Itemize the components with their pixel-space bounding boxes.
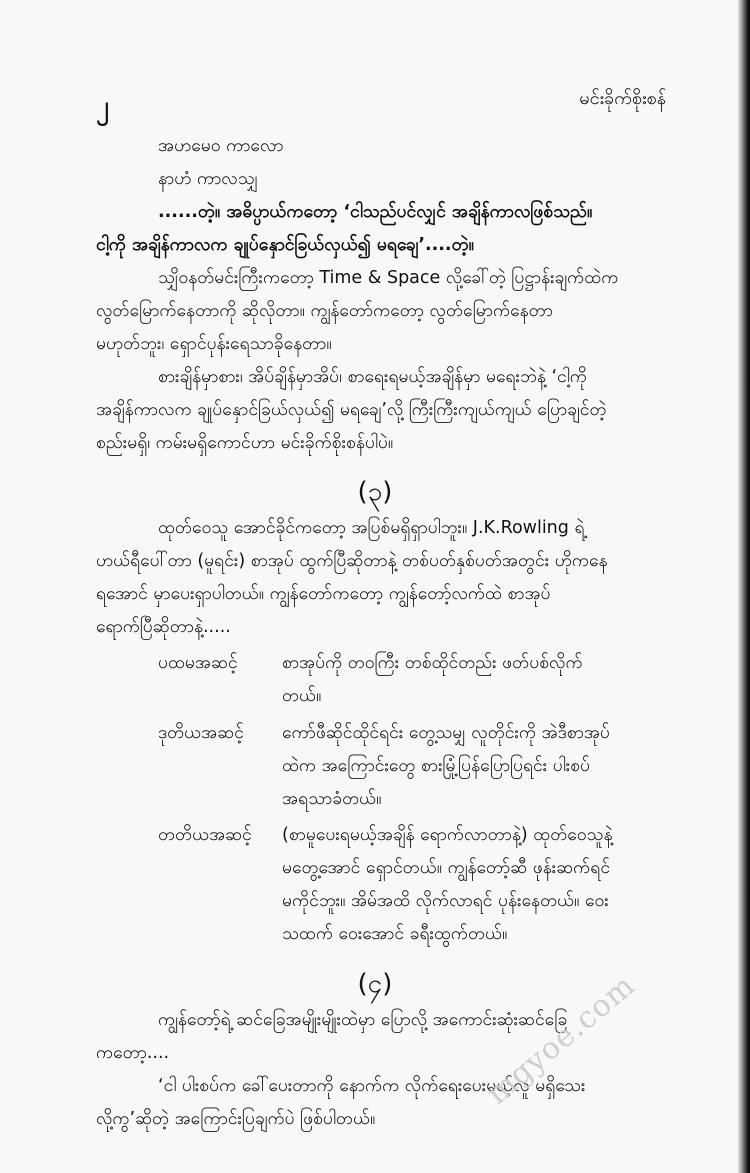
paragraph-line: ‘ငါ ပါးစပ်က ခေါ်ပေးတာကို နောက်က လိုက်ရေးပေးမယ့်လူ မရှိသေး — [158, 1076, 586, 1096]
paragraph-line: ထုတ်ဝေသူ အောင်ခိုင်ကတော့ အပြစ်မရှိရှာပါဘူး။ J.K.Rowling ရဲ့ — [158, 518, 585, 538]
step-text: သထက် ဝေးအောင် ခရီးထွက်တယ်။ — [282, 924, 508, 944]
step-text: ကော်ဖီဆိုင်ထိုင်ရင်း တွေ့သမျှ လူတိုင်းကို အဲဒီစာအုပ် — [282, 723, 610, 743]
verse-line: နာပာံ ကာလသျှ — [158, 169, 259, 189]
paragraph-line: အချိန်ကာလက ချုပ်နှောင်ခြယ်လှယ်၍ မရချေ’လို့ ကြီးကြီးကျယ်ကျယ် ပြောချင်တဲ့ — [96, 400, 607, 420]
paragraph-line: ဟယ်ရီပေါ်တာ (မူရင်း) စာအုပ် ထွက်ပြီဆိုတာနဲ့ တစ်ပတ်နှစ်ပတ်အတွင်း ဟိုကနေ — [96, 551, 608, 571]
paragraph-line: ရောက်ပြီဆိုတာနဲ့..... — [96, 617, 231, 637]
running-header: မင်းခိုက်စိုးစန် — [579, 88, 666, 109]
step-text: မကိုင်ဘူး။ အိမ်အထိ လိုက်လာရင် ပုန်းနေတယ်။ ဝေး — [282, 891, 609, 911]
step-text: (စာမူပေးရမယ့်အချိန် ရောက်လာတာနဲ့) ထုတ်ဝေသူနဲ့ — [282, 825, 613, 845]
paragraph-line: လို့ကွ’ဆိုတဲ့ အကြောင်းပြချက်ပဲ ဖြစ်ပါတယ်။ — [96, 1109, 376, 1129]
step-label: ပထမအဆင့် — [158, 653, 238, 673]
step-label: ဒုတိယအဆင့် — [158, 723, 244, 743]
verse-line: အဟမေဝ ကာလော — [158, 136, 284, 156]
paragraph-line: ကတော့.... — [96, 1043, 170, 1063]
page-number: ၂ — [96, 91, 109, 121]
section-heading: (၄) — [357, 969, 393, 999]
paragraph-line: လွတ်မြောက်နေတာကို ဆိုလိုတာ။ ကျွန်တော်ကတော့ လွတ်မြောက်နေတာ — [96, 301, 553, 321]
step-text: မတွေ့အောင် ရှောင်တယ်။ ကျွန်တော့်ဆီ ဖုန်းဆက်ရင် — [282, 858, 611, 878]
paragraph-line: စည်းမရှိ၊ ကမ်းမရှိကောင်ဟာ မင်းခိုက်စိုးစန်ပါပဲ။ — [96, 433, 394, 453]
step-text: စာအုပ်ကို တဝကြီး တစ်ထိုင်တည်း ဖတ်ပစ်လိုက် — [282, 653, 583, 673]
paragraph-line: မဟုတ်ဘူး၊ ရှောင်ပုန်းရေသာခိုနေတာ။ — [96, 334, 332, 354]
watermark: mgyoe.com — [480, 967, 643, 1112]
step-label: တတိယအဆင့် — [158, 825, 252, 845]
paragraph-line: ရအောင် မှာပေးရှာပါတယ်။ ကျွန်တော်ကတော့ ကျွန်တော့်လက်ထဲ စာအုပ် — [96, 584, 551, 604]
step-text: တယ်။ — [282, 686, 322, 706]
page-edge-shadow — [738, 0, 750, 1173]
step-text: အရသာခံတယ်။ — [282, 789, 382, 809]
paragraph-line: ......တဲ့။ အဓိပ္ပာယ်ကတော့ ‘ငါသည်ပင်လျှင် အချိန်ကာလဖြစ်သည်။ — [158, 202, 593, 222]
paragraph-line: ကျွန်တော့်ရဲ့ ဆင်ခြေအမျိုးမျိုးထဲမှာ ပြောလို့ အကောင်းဆုံးဆင်ခြေ — [158, 1010, 568, 1030]
step-text: ထဲက အကြောင်းတွေ စားမြုံ့ပြန်ပြောပြရင်း ပါးစပ် — [282, 756, 591, 776]
section-heading: (၃) — [357, 477, 393, 507]
paragraph-line: စားချိန်မှာစား၊ အိပ်ချိန်မှာအိပ်၊ စာရေးရမယ့်အချိန်မှာ မရေးဘဲနဲ့ ‘ငါ့ကို — [158, 367, 587, 387]
paragraph-line: သျှိဝနတ်မင်းကြီးကတော့ Time & Space လို့ခေါ်တဲ့ ပြဋ္ဌာန်းချက်ထဲက — [158, 268, 619, 288]
paragraph-line: ငါ့ကို အချိန်ကာလက ချုပ်နှောင်ခြယ်လှယ်၍ မရချေ’....တဲ့။ — [96, 235, 474, 255]
